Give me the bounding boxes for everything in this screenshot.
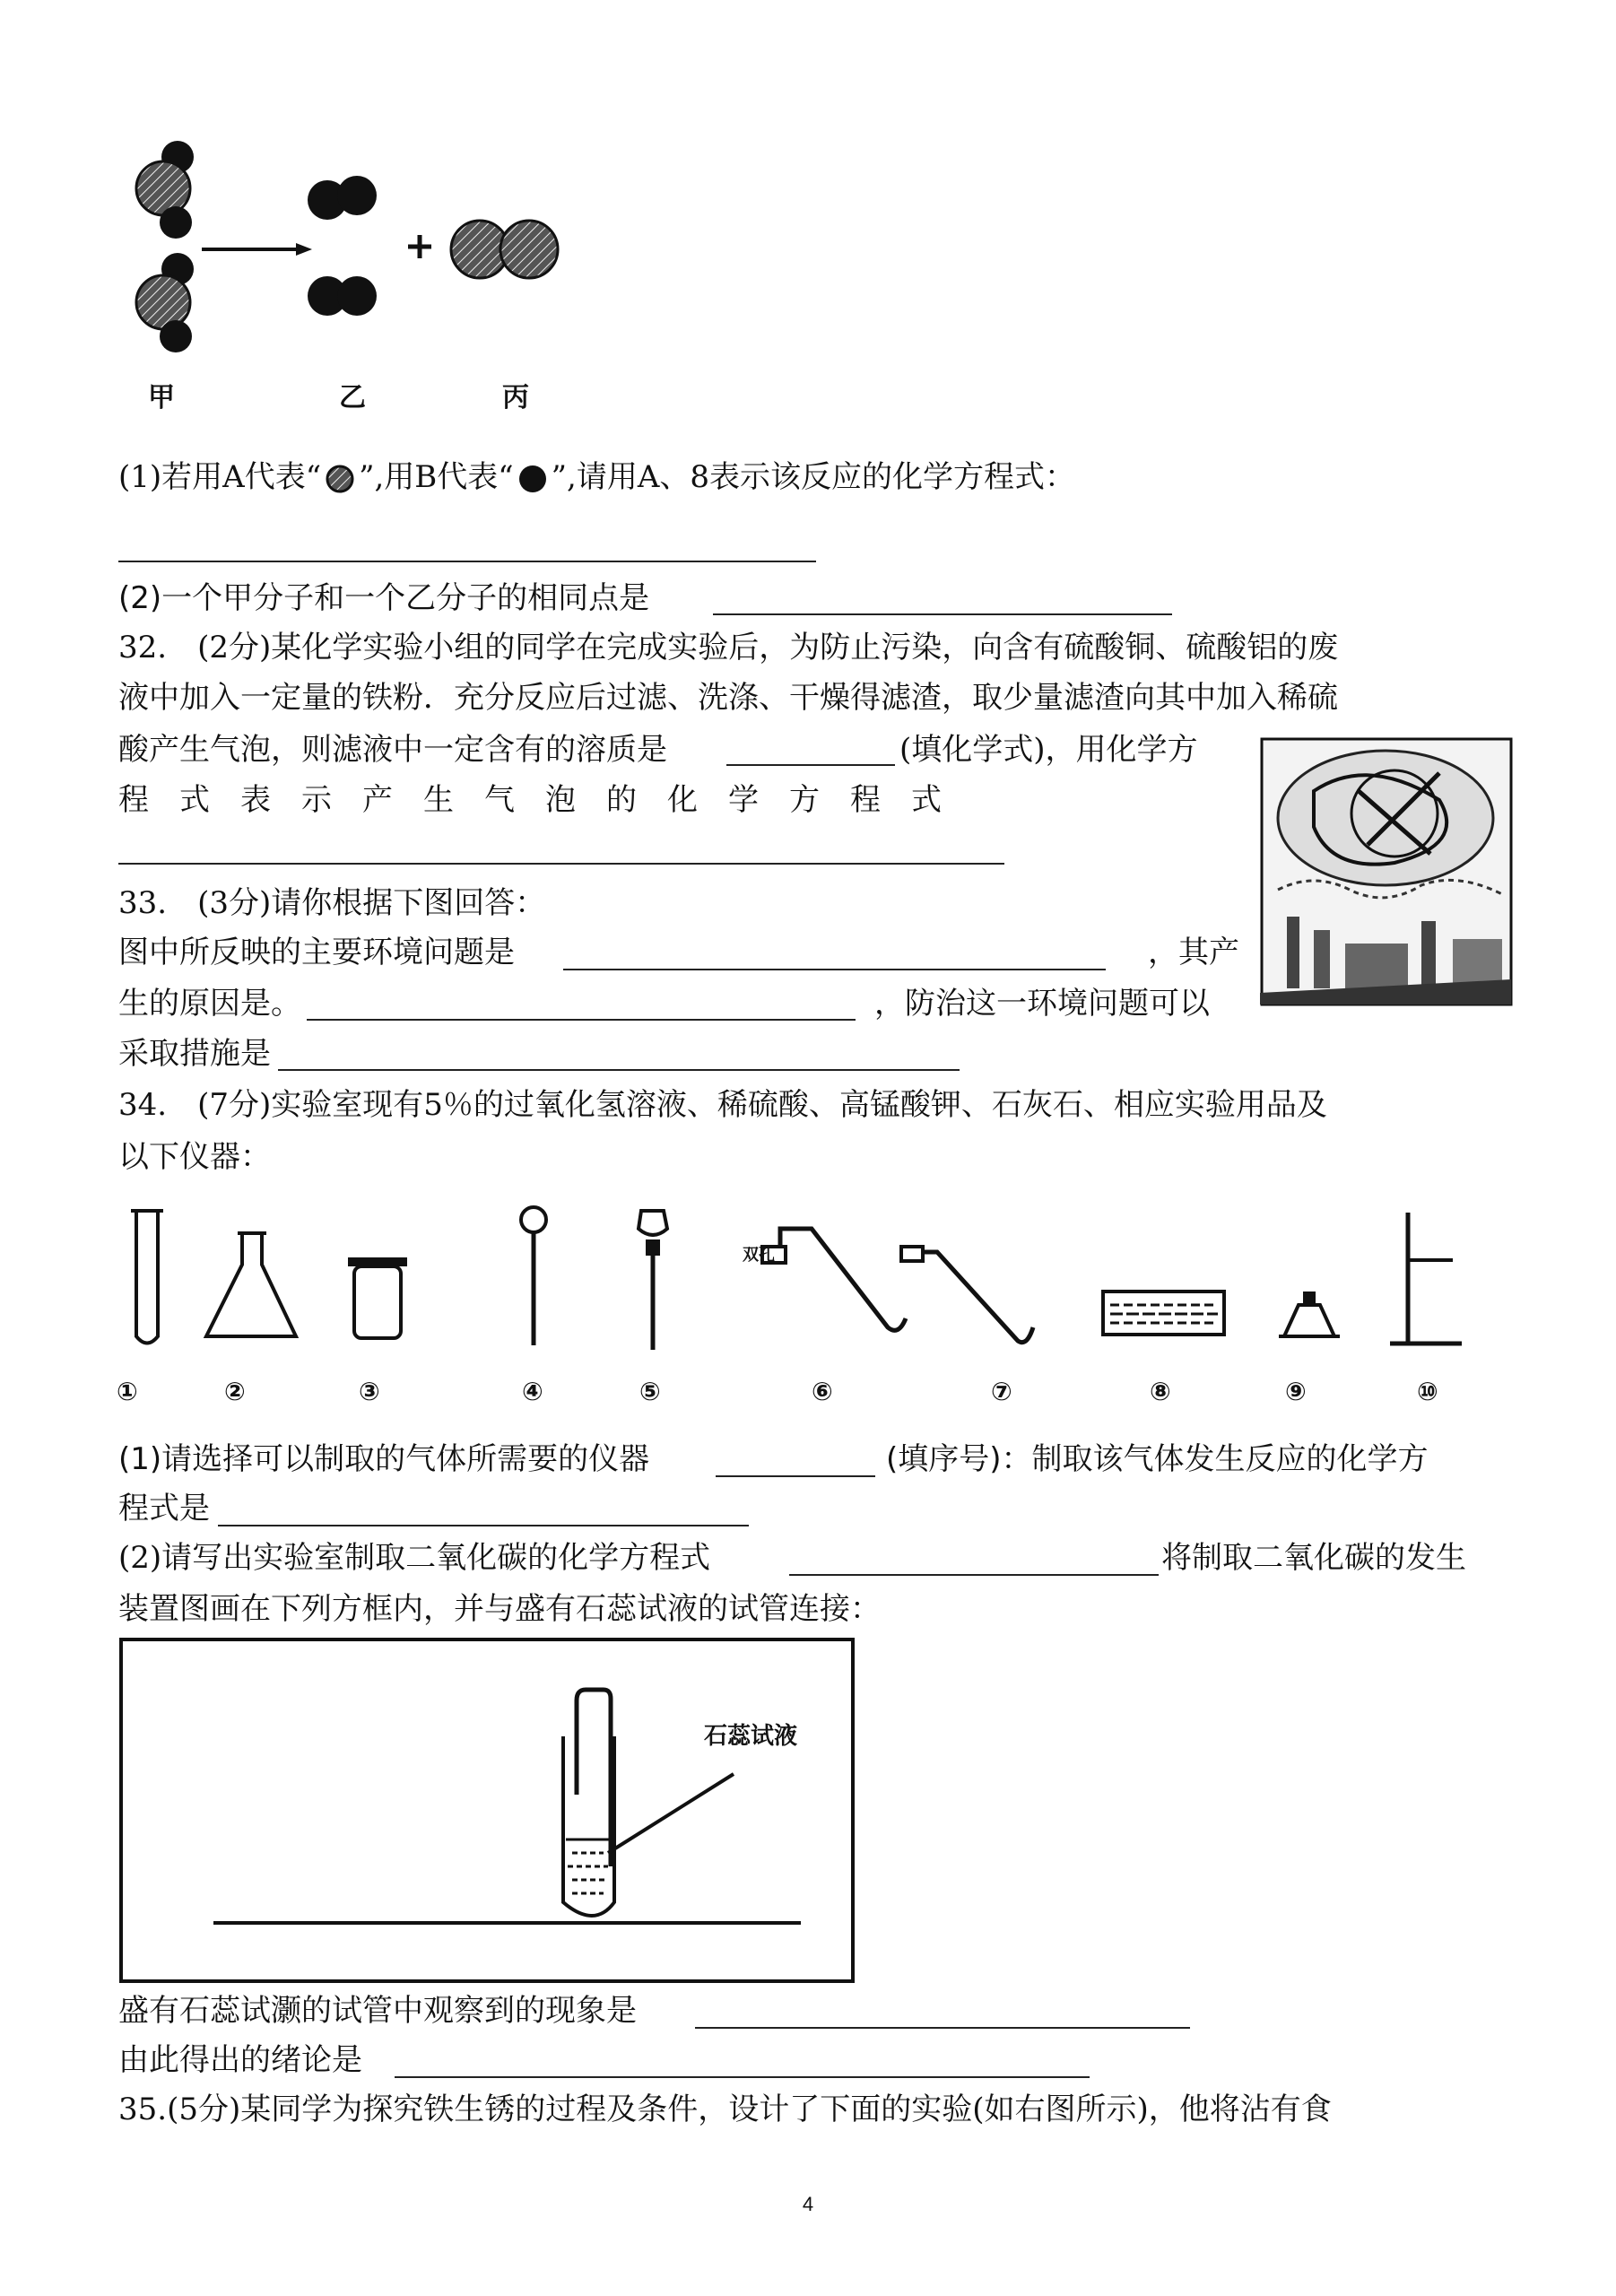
q34-observation: 盛有石蕊试灏的试管中观察到的现象是 <box>118 1993 637 2029</box>
q34-co2-equation-answer-line[interactable] <box>789 1574 1159 1576</box>
molecule-jia <box>136 141 194 352</box>
water-trough-instrument <box>1103 1292 1224 1335</box>
conical-flask-instrument <box>206 1233 296 1336</box>
q33-line4: 采取措施是 <box>118 1036 271 1072</box>
long-neck-funnel-instrument <box>521 1207 546 1345</box>
label-jia: 甲 <box>148 382 175 413</box>
q31-p2-answer-line[interactable] <box>713 613 1172 615</box>
instrument-number: ⑤ <box>639 1377 661 1406</box>
q32-equation-answer-line[interactable] <box>118 863 1004 865</box>
q34-instrument-answer-line[interactable] <box>716 1475 875 1477</box>
q33-line1: 33. (3分)请你根据下图回答： <box>118 885 546 921</box>
hatched-atom-icon <box>321 465 359 493</box>
gas-jar-instrument <box>348 1257 407 1338</box>
q32-line3a: 酸产生气泡，则滤液中一定含有的溶质是 <box>118 732 667 768</box>
litmus-label: 石蕊试液 <box>704 1723 798 1750</box>
plus-sign <box>408 235 431 258</box>
q32-line1: 32. (2分)某化学实验小组的同学在完成实验后，为防止污染，向含有硫酸铜、硫酸铝的废 <box>118 630 1339 665</box>
q34-p1a: (1)请选择可以制取的气体所需要的仪器 <box>118 1441 650 1477</box>
instrument-number: ⑩ <box>1417 1377 1438 1406</box>
q33-problem-answer-line[interactable] <box>563 969 1106 970</box>
q34-line1: 34. (7分)实验室现有5％的过氧化氢溶液、稀硫酸、高锰酸钾、石灰石、相应实验用品及 <box>118 1087 1327 1123</box>
page-number: 4 <box>802 2193 814 2215</box>
black-atom-icon <box>514 465 552 493</box>
iron-stand-instrument <box>1390 1213 1462 1344</box>
q32-solute-answer-line[interactable] <box>726 764 895 766</box>
q31-p1-text-a: (1)若用A代表“ <box>118 459 322 495</box>
q31-p1-text-c: ”,请用A、8表示该反应的化学方程式： <box>551 459 1076 495</box>
two-hole-stopper-tube-instrument <box>762 1229 906 1330</box>
instrument-number: ② <box>224 1377 246 1406</box>
molecule-bing <box>451 221 558 278</box>
q34-observation-answer-line[interactable] <box>695 2027 1190 2029</box>
q33-line3b: ，防治这一环境问题可以 <box>874 986 1210 1022</box>
q33-measures-answer-line[interactable] <box>278 1069 960 1071</box>
reaction-diagram <box>108 117 610 368</box>
label-bing: 丙 <box>502 382 529 413</box>
instrument-number: ③ <box>359 1377 380 1406</box>
litmus-test-tube-drawing <box>119 1638 855 1983</box>
instrument-number: ① <box>117 1377 138 1406</box>
instrument-number: ⑦ <box>991 1377 1012 1406</box>
q31-part1 <box>118 457 1075 497</box>
q31-p1-text-b: ”,用B代表“ <box>359 459 514 495</box>
q34-p2a: (2)请写出实验室制取二氧化碳的化学方程式 <box>118 1540 711 1576</box>
molecule-yi <box>308 176 377 316</box>
q34-p2c: 装置图画在下列方框内，并与盛有石蕊试液的试管连接： <box>118 1591 881 1627</box>
q34-p2b: 将制取二氧化碳的发生 <box>1161 1540 1466 1576</box>
test-tube-instrument <box>131 1211 163 1344</box>
instrument-number: ⑧ <box>1150 1377 1171 1406</box>
instrument-number: ④ <box>522 1377 543 1406</box>
q34-p1b: (填序号)：制取该气体发生反应的化学方 <box>886 1441 1429 1477</box>
q32-line3b: (填化学式)，用化学方 <box>899 732 1198 768</box>
alcohol-lamp-instrument <box>1279 1292 1340 1336</box>
q34-conclusion-answer-line[interactable] <box>395 2076 1090 2078</box>
single-stopper-tube-instrument <box>901 1247 1033 1343</box>
instrument-number: ⑨ <box>1285 1377 1307 1406</box>
q34-p1-equation-answer-line[interactable] <box>218 1525 749 1526</box>
q33-line2a: 图中所反映的主要环境问题是 <box>118 935 515 970</box>
q34-conclusion: 由此得出的绪论是 <box>118 2042 362 2078</box>
q31-p1-answer-line[interactable] <box>118 561 816 562</box>
q32-line4: 程 式 表 示 产 生 气 泡 的 化 学 方 程 式 <box>118 782 942 818</box>
q32-line2: 液中加入一定量的铁粉．充分反应后过滤、洗涤、干燥得滤渣，取少量滤渣向其中加入稀硫 <box>118 680 1338 716</box>
instrument-number: ⑥ <box>812 1377 833 1406</box>
label-yi: 乙 <box>339 382 366 413</box>
q34-line2: 以下仪器： <box>118 1139 271 1175</box>
pollution-illustration <box>1260 737 1513 1006</box>
q33-cause-answer-line[interactable] <box>307 1019 856 1021</box>
label-two-hole: 双孔 <box>743 1246 775 1265</box>
q33-line2b: ，其产 <box>1148 935 1239 970</box>
q34-p1c: 程式是 <box>118 1491 210 1526</box>
q33-line3a: 生的原因是。 <box>118 986 301 1022</box>
q31-part2: (2)一个甲分子和一个乙分子的相同点是 <box>118 580 650 616</box>
instrument-numbers <box>117 1377 1498 1431</box>
q35-line1: 35.(5分)某同学为探究铁生锈的过程及条件，设计了下面的实验(如右图所示)，他将沾有食 <box>118 2092 1332 2127</box>
instrument-illustrations <box>117 1202 1498 1359</box>
reaction-arrow <box>202 243 312 256</box>
